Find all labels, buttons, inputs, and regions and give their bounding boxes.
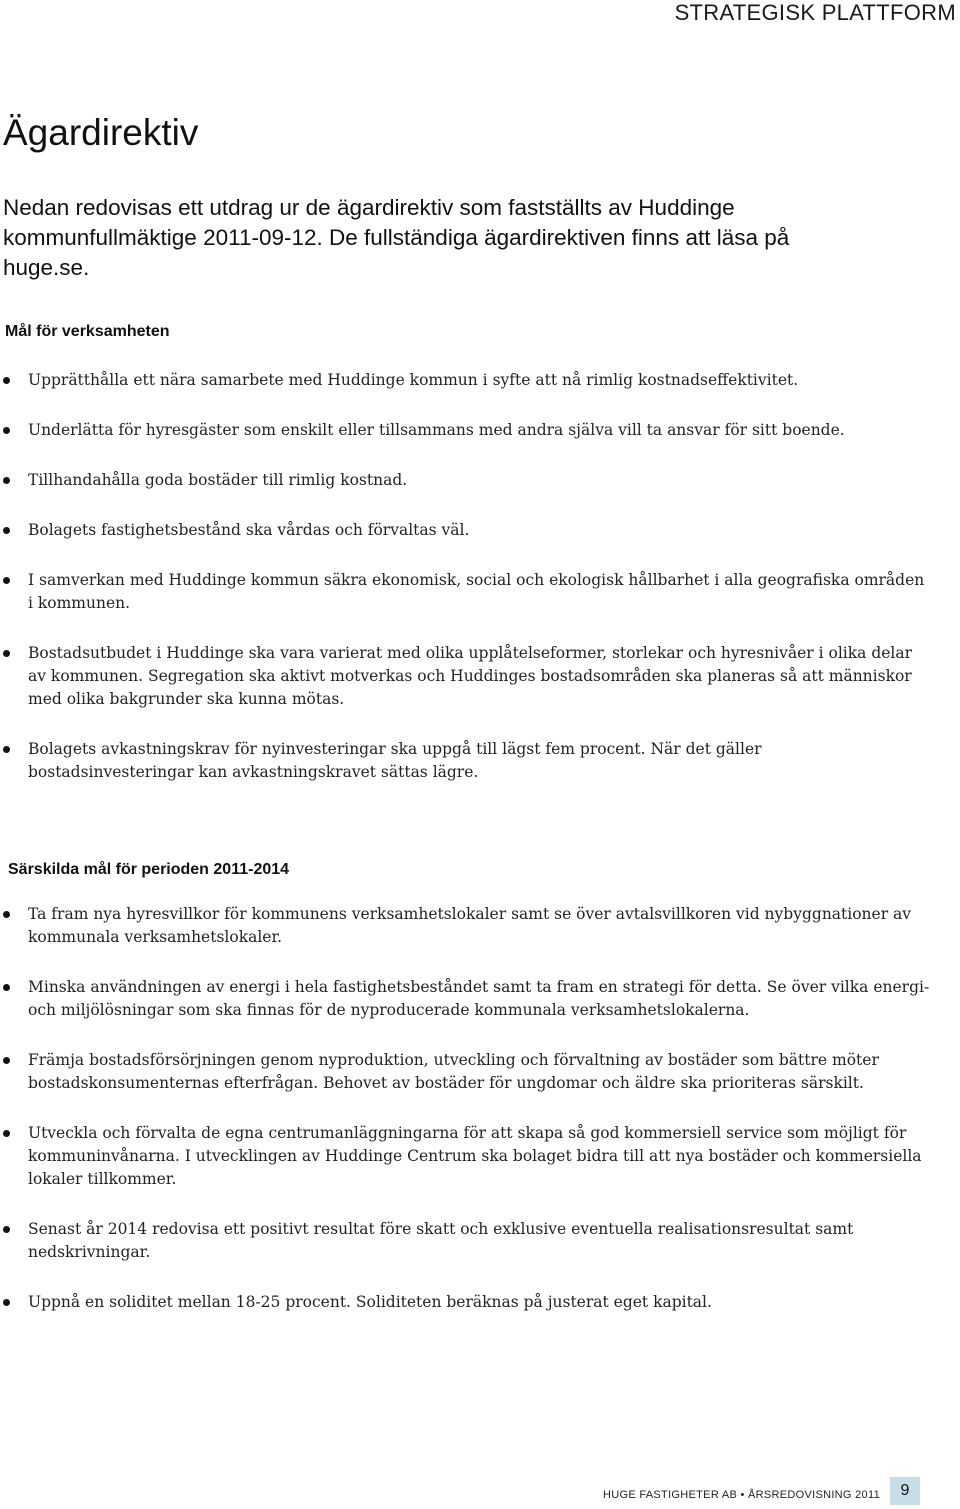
list-item: Minska användningen av energi i hela fastighetsbeståndet samt ta fram en strategi för detta. Se över vilka energi- och miljölösningar som ska finnas för de nyproducerade kommunala verksamhetslokalerna. [0,976,930,1022]
list-item: Underlätta för hyresgäster som enskilt eller tillsammans med andra själva vill ta ansvar för sitt boende. [0,419,930,442]
goals-list [0,369,930,811]
bullet-icon [3,1299,10,1306]
period-goals-list [0,903,930,1341]
list-item: Upprätthålla ett nära samarbete med Huddinge kommun i syfte att nå rimlig kostnadseffektivitet. [0,369,930,392]
bullet-icon [3,527,10,534]
list-item: Utveckla och förvalta de egna centrumanläggningarna för att skapa så god kommersiell service som möjligt för kommuninvånarna. I utvecklingen av Huddinge Centrum ska bolaget bidra till att nya bostäder och kommersiella lokaler tillkommer. [0,1122,930,1191]
intro-paragraph: Nedan redovisas ett utdrag ur de ägardirektiv som fastställts av Huddinge kommunfullmäktige 2011-09-12. De fullständiga ägardirektiven finns att läsa på huge.se. [3,195,790,280]
page-footer [603,1477,920,1505]
bullet-icon [3,650,10,657]
list-item: Tillhandahålla goda bostäder till rimlig kostnad. [0,469,930,492]
bullet-icon [3,577,10,584]
list-item: Bostadsutbudet i Huddinge ska vara varierat med olika upplåtelseformer, storlekar och hyresnivåer i olika delar av kommunen. Segregation ska aktivt motverkas och Huddinges bostadsområden ska planeras så att människor med olika bakgrunder ska kunna mötas. [0,642,930,711]
list-item: Främja bostadsförsörjningen genom nyproduktion, utveckling och förvaltning av bostäder som bättre möter bostadskonsumenternas efterfrågan. Behovet av bostäder för ungdomar och äldre ska prioriteras särskilt. [0,1049,930,1095]
section-label: STRATEGISK PLATTFORM [674,0,956,25]
bullet-icon [3,377,10,384]
page-number: 9 [890,1477,920,1505]
list-item: I samverkan med Huddinge kommun säkra ekonomisk, social och ekologisk hållbarhet i alla geografiska områden i kommunen. [0,569,930,615]
section-heading-goals: Mål för verksamheten [5,323,170,340]
bullet-icon [3,911,10,918]
bullet-icon [3,1057,10,1064]
bullet-icon [3,984,10,991]
bullet-icon [3,1130,10,1137]
footer-text: HUGE FASTIGHETER AB • ÅRSREDOVISNING 2011 [603,1489,880,1501]
list-item: Ta fram nya hyresvillkor för kommunens verksamhetslokaler samt se över avtalsvillkoren vid nybyggnationer av kommunala verksamhetslokaler. [0,903,930,949]
page-title: Ägardirektiv [3,112,199,153]
bullet-icon [3,1226,10,1233]
list-item: Bolagets fastighetsbestånd ska vårdas och förvaltas väl. [0,519,930,542]
list-item: Uppnå en soliditet mellan 18-25 procent. Soliditeten beräknas på justerat eget kapital. [0,1291,930,1314]
section-heading-period-goals: Särskilda mål för perioden 2011-2014 [8,861,290,878]
list-item: Senast år 2014 redovisa ett positivt resultat före skatt och exklusive eventuella realisationsresultat samt nedskrivningar. [0,1218,930,1264]
bullet-icon [3,427,10,434]
list-item: Bolagets avkastningskrav för nyinvesteringar ska uppgå till lägst fem procent. När det gäller bostadsinvesteringar kan avkastningskravet sättas lägre. [0,738,930,784]
bullet-icon [3,477,10,484]
bullet-icon [3,746,10,753]
